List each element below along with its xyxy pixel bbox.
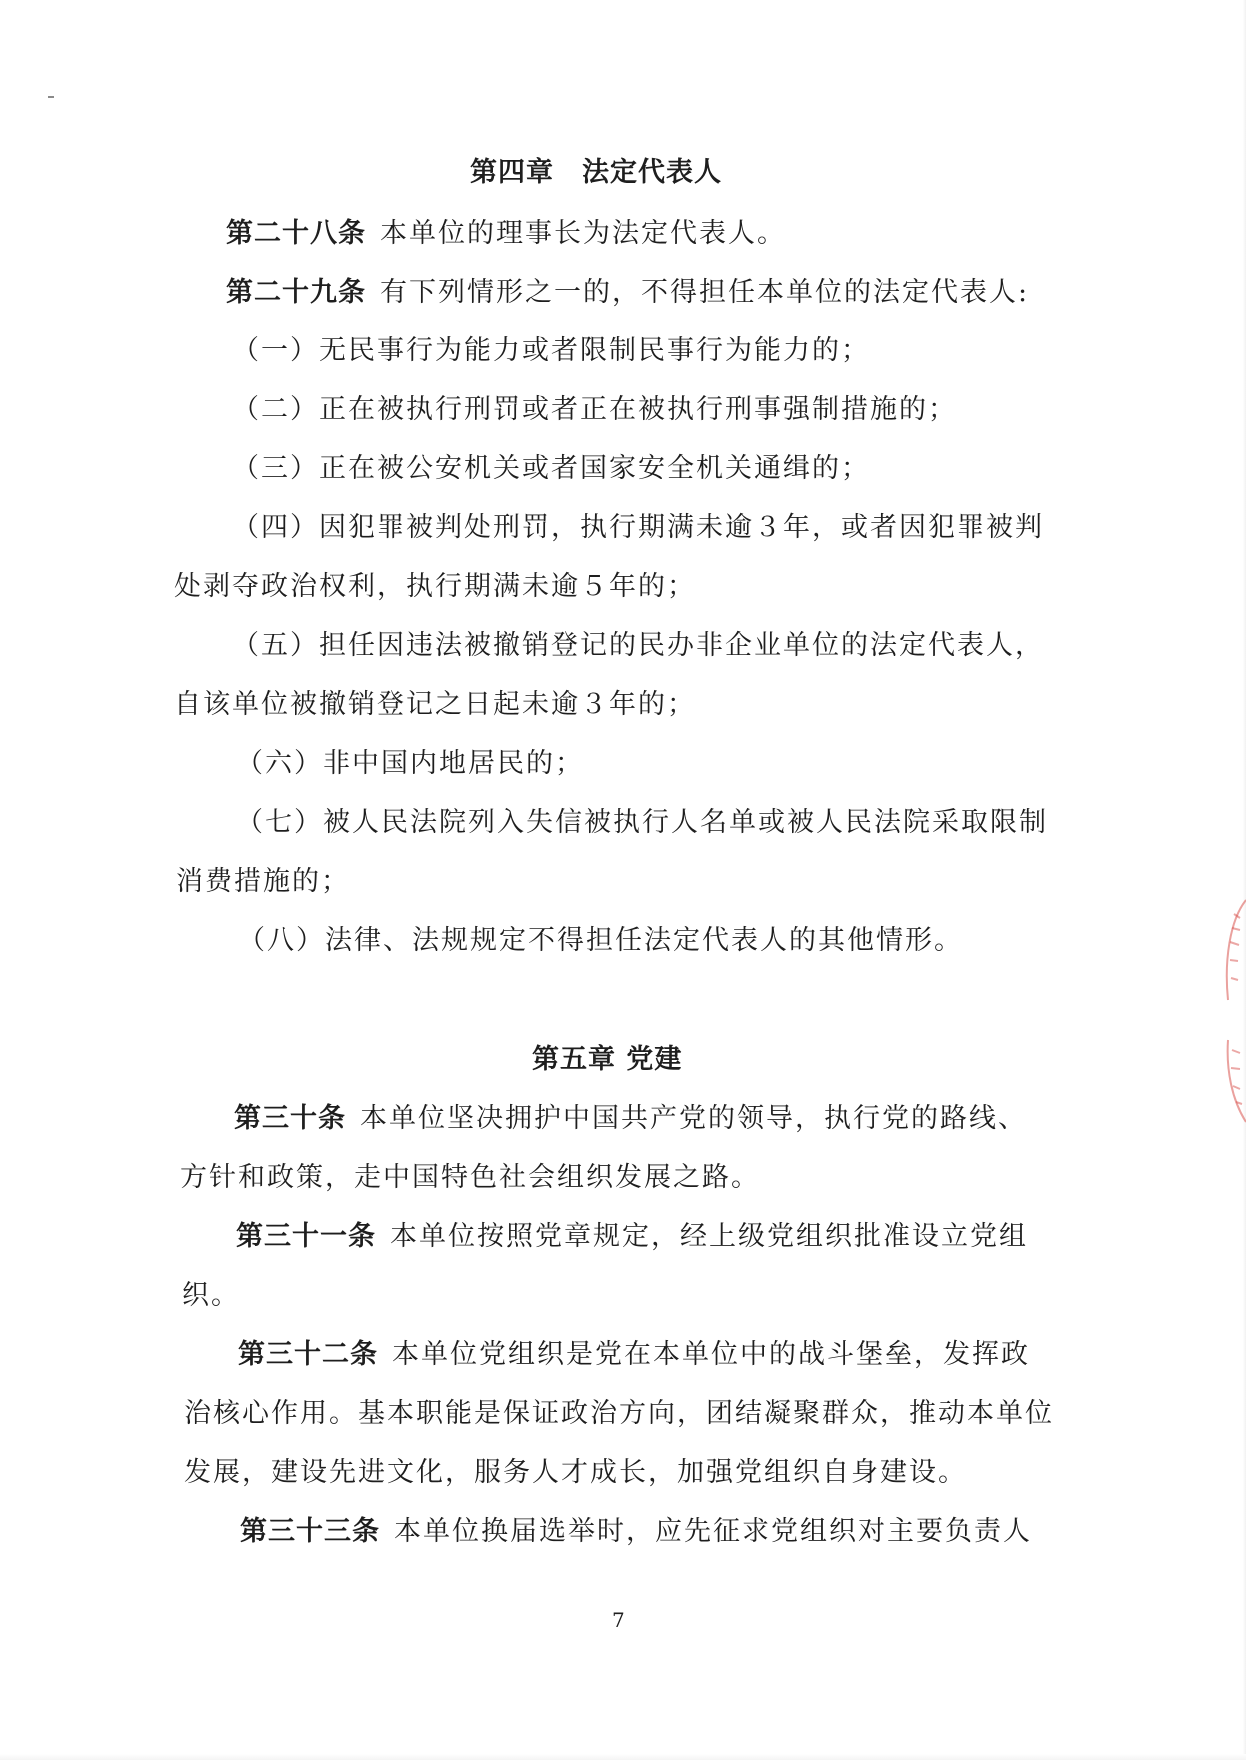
list-item: （六）非中国内地居民的；	[236, 748, 584, 779]
page-number: 7	[612, 1608, 625, 1632]
list-item: （八）法律、法规规定不得担任法定代表人的其他情形。	[238, 925, 963, 956]
seal-fragment-icon	[1220, 890, 1246, 1130]
list-item: （四）因犯罪被判处刑罚，执行期满未逾３年，或者因犯罪被判	[232, 512, 1044, 543]
article-32-continuation: 治核心作用。基本职能是保证政治方向，团结凝聚群众，推动本单位	[184, 1398, 1054, 1429]
article-text: 本单位换届选举时，应先征求党组织对主要负责人	[394, 1516, 1032, 1547]
article-number: 第三十三条	[240, 1516, 380, 1547]
list-item: （七）被人民法院列入失信被执行人名单或被人民法院采取限制	[236, 807, 1048, 838]
article-number: 第三十条	[234, 1103, 346, 1134]
article-28	[226, 216, 786, 252]
article-33	[240, 1514, 1032, 1550]
article-text: 本单位的理事长为法定代表人。	[380, 218, 786, 249]
page-bottom-edge	[0, 1754, 1246, 1760]
list-item-continuation: 处剥夺政治权利，执行期满未逾５年的；	[174, 571, 696, 602]
list-item-continuation: 消费措施的；	[176, 866, 350, 897]
article-31	[236, 1219, 1028, 1255]
list-item: （三）正在被公安机关或者国家安全机关通缉的；	[232, 453, 870, 484]
article-29	[226, 275, 1029, 311]
article-number: 第二十八条	[226, 218, 366, 249]
article-number: 第三十二条	[238, 1339, 378, 1370]
chapter-5-heading: 第五章 党建	[532, 1044, 683, 1075]
article-text: 本单位党组织是党在本单位中的战斗堡垒，发挥政	[392, 1339, 1030, 1370]
list-item: （一）无民事行为能力或者限制民事行为能力的；	[232, 335, 870, 366]
article-30	[234, 1101, 1027, 1137]
list-item: （五）担任因违法被撤销登记的民办非企业单位的法定代表人，	[232, 630, 1044, 661]
article-30-continuation: 方针和政策，走中国特色社会组织发展之路。	[180, 1162, 760, 1193]
article-number: 第二十九条	[226, 277, 366, 308]
article-text: 本单位按照党章规定，经上级党组织批准设立党组	[390, 1221, 1028, 1252]
article-31-continuation: 织。	[182, 1280, 240, 1311]
list-item-continuation: 自该单位被撤销登记之日起未逾３年的；	[174, 689, 696, 720]
article-text: 本单位坚决拥护中国共产党的领导，执行党的路线、	[360, 1103, 1027, 1134]
scan-artifact	[48, 96, 54, 98]
chapter-4-heading: 第四章 法定代表人	[470, 157, 722, 188]
list-item: （二）正在被执行刑罚或者正在被执行刑事强制措施的；	[232, 394, 957, 425]
article-32	[238, 1337, 1030, 1373]
article-32-continuation: 发展，建设先进文化，服务人才成长，加强党组织自身建设。	[184, 1457, 967, 1488]
article-text: 有下列情形之一的，不得担任本单位的法定代表人:	[380, 277, 1030, 308]
article-number: 第三十一条	[236, 1221, 376, 1252]
